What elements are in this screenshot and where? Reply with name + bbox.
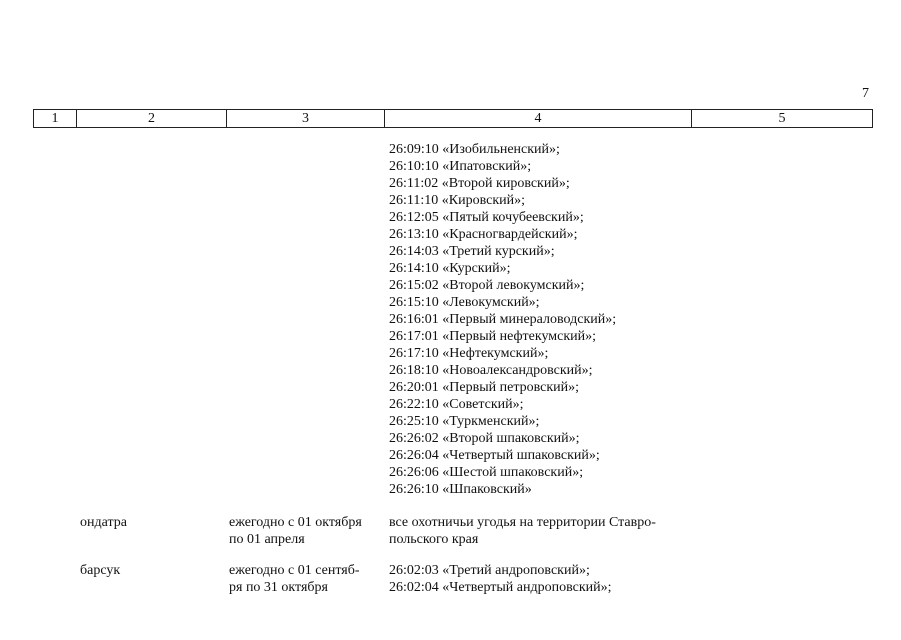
hunting-area-item: 26:20:01 «Первый петровский»; xyxy=(389,380,580,395)
column-header-1: 1 xyxy=(34,110,77,127)
column-header-4: 4 xyxy=(385,110,692,127)
hunting-area-item: 26:17:10 «Нефтекумский»; xyxy=(389,346,549,361)
hunting-period-line: ежегодно с 01 сентяб- xyxy=(229,563,360,578)
animal-name-muskrat: ондатра xyxy=(80,515,127,530)
hunting-area-item: 26:15:02 «Второй левокумский»; xyxy=(389,278,585,293)
hunting-area-item: 26:26:10 «Шпаковский» xyxy=(389,482,532,497)
continued-hunting-areas-list xyxy=(389,141,616,498)
hunting-area-text: польского края xyxy=(389,532,479,547)
hunting-period-line: ежегодно с 01 октября xyxy=(229,515,362,530)
hunting-area-item: 26:10:10 «Ипатовский»; xyxy=(389,159,532,174)
hunting-period-line: по 01 апреля xyxy=(229,532,305,547)
hunting-area-item: 26:14:10 «Курский»; xyxy=(389,261,511,276)
hunting-area-item: 26:26:02 «Второй шпаковский»; xyxy=(389,431,580,446)
hunting-area-item: 26:09:10 «Изобильненский»; xyxy=(389,142,560,157)
hunting-area-item: 26:14:03 «Третий курский»; xyxy=(389,244,555,259)
hunting-area-item: 26:11:02 «Второй кировский»; xyxy=(389,176,570,191)
column-header-3: 3 xyxy=(227,110,385,127)
hunting-area-item: 26:17:01 «Первый нефтекумский»; xyxy=(389,329,597,344)
hunting-area-item: 26:22:10 «Советский»; xyxy=(389,397,524,412)
animal-name-badger: барсук xyxy=(80,563,121,578)
hunting-area-item: 26:12:05 «Пятый кочубеевский»; xyxy=(389,210,584,225)
hunting-area-item: 26:13:10 «Красногвардейский»; xyxy=(389,227,578,242)
hunting-period-line: ря по 31 октября xyxy=(229,580,328,595)
hunting-area-item: 26:18:10 «Новоалександровский»; xyxy=(389,363,593,378)
hunting-area-text: 26:02:04 «Четвертый андроповский»; xyxy=(389,580,612,595)
column-header-2: 2 xyxy=(77,110,227,127)
column-header-row xyxy=(33,109,873,128)
hunting-area-item: 26:16:01 «Первый минераловодский»; xyxy=(389,312,617,327)
hunting-area-item: 26:25:10 «Туркменский»; xyxy=(389,414,540,429)
column-header-5: 5 xyxy=(778,110,786,126)
page-number: 7 xyxy=(862,86,869,101)
hunting-area-text: 26:02:03 «Третий андроповский»; xyxy=(389,563,590,578)
hunting-area-item: 26:26:06 «Шестой шпаковский»; xyxy=(389,465,584,480)
hunting-area-item: 26:11:10 «Кировский»; xyxy=(389,193,526,208)
hunting-area-item: 26:26:04 «Четвертый шпаковский»; xyxy=(389,448,600,463)
hunting-area-item: 26:15:10 «Левокумский»; xyxy=(389,295,540,310)
hunting-area-text: все охотничьи угодья на территории Ставро- xyxy=(389,515,656,530)
